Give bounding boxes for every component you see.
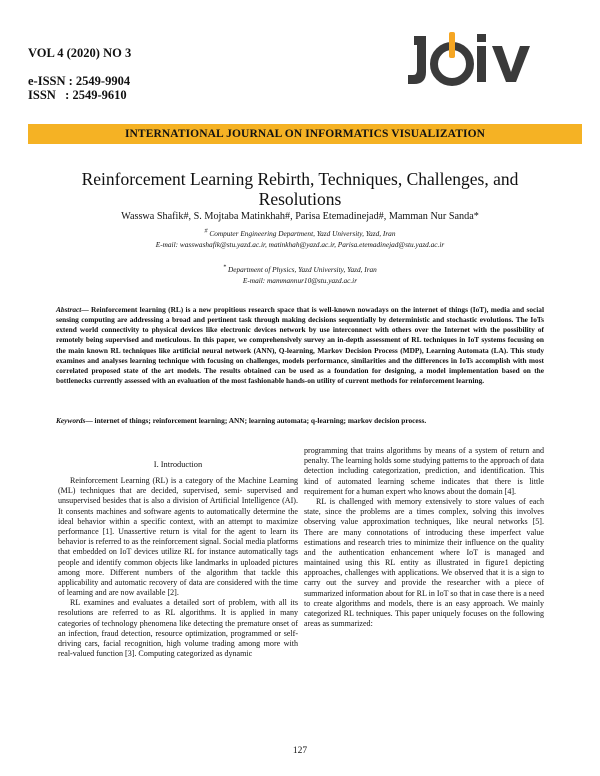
email-1: E-mail: wasswashafik@stu.yazd.ac.ir, matinkhah@yazd.ac.ir, Parisa.etemadinejad@stu.yazd.ac.ir bbox=[155, 240, 445, 249]
paragraph: RL is challenged with memory extensively to store values of each state, since the problems are a times complex, solving this involves observing value approximation techniques, like neural networks [5]. There are many connotations of introducing these imperfect value estimations and research tries to minimize their influence on the quality and the authentication enhancement where IoT is managed and maintained using this RL entity as illustrated in figure1 depicting approaches, challenges with applications. We observed that it is a sign to carry out the survey and provide the researcher with a piece of summarized information about for RL in IoT so that in case there is a need to create algorithms and models, there is an easy approach. We mainly categorized RL techniques. This paper uniquely focuses on the following areas as summarized: bbox=[304, 496, 544, 629]
eissn-label: e-ISSN : 2549-9904 bbox=[28, 74, 131, 88]
section-heading: I. Introduction bbox=[153, 460, 203, 469]
journal-name-band bbox=[28, 124, 582, 144]
keywords bbox=[56, 416, 544, 426]
journal-name: INTERNATIONAL JOURNAL ON INFORMATICS VISUALIZATION bbox=[124, 128, 486, 140]
authors-line: Wasswa Shafik#, S. Mojtaba Matinkhah#, Parisa Etemadinejad#, Mamman Nur Sanda* bbox=[121, 211, 479, 222]
issn-label: ISSN : 2549-9610 bbox=[28, 88, 127, 102]
abstract-label: Abstract bbox=[56, 305, 82, 314]
right-column bbox=[304, 446, 544, 629]
affiliation-1-mark: # bbox=[204, 228, 208, 235]
affiliation-2-text: Department of Physics, Yazd University, Yazd, Iran bbox=[227, 265, 377, 274]
affiliation-2 bbox=[60, 265, 540, 275]
journal-logo bbox=[406, 28, 532, 90]
left-column bbox=[58, 476, 298, 659]
keywords-label: Keywords bbox=[56, 416, 86, 425]
affiliation-1-text: Computer Engineering Department, Yazd University, Yazd, Iran bbox=[209, 229, 396, 238]
paragraph: RL examines and evaluates a detailed sort of problem, with all its resolutions are referred to as RL algorithms. It is applied in many categories of technology phenomena like detecting the premature onset of an infection, fraud detection, resource optimization, programmed or self-driving cars, facial recognition, high volume trading among more with real-valued function [3]. Computing categorized as dynamic bbox=[58, 598, 298, 659]
affiliation-1 bbox=[60, 229, 540, 239]
abstract-text: — Reinforcement learning (RL) is a new propitious research space that is well-known nowadays on the internet of things (IoT), media and social sensing computing are addressing a broad and pertinent task through making decisions sequentially by deterministic and stochastic evolutions. The IoTs extend world connectivity to physical devices like electronic devices network by use interconnect with others over the Internet with the possibility of remotely being supervised and meticulous. In this paper, we comprehensively survey an in-depth assessment of RL techniques in IoT systems focusing on the main known RL techniques like artificial neural network (ANN), Q-learning, Markov Decision Process (MDP), Learning Automata (LA). This study examines and analyses learning technique with focusing on challenges, models performance, similarities and the differences in IoTs accomplish with most correlated proposed state of the art models. The results obtained can be used as a foundation for designing, a model implementation based on the bottlenecks currently assessed with an evaluation of the most fashionable hands-on utility of current methods for reinforcement learning. bbox=[56, 305, 544, 386]
page-number: 127 bbox=[292, 746, 308, 756]
keywords-text: — internet of things; reinforcement learning; ANN; learning automata; q-learning; markov decision process. bbox=[85, 416, 427, 425]
paper-title: Reinforcement Learning Rebirth, Techniques, Challenges, and Resolutions bbox=[81, 169, 519, 209]
abstract bbox=[56, 305, 544, 386]
joiv-logo-graphic bbox=[406, 28, 532, 90]
volume-label: VOL 4 (2020) NO 3 bbox=[28, 46, 132, 60]
paragraph: programming that trains algorithms by means of a system of return and penalty. The learning holds some studying patterns to the approach of data detection including categorization, prediction, and identification. This kind of automated learning scheme indicates that there is little requirement for a human expert who knows about the domain [4]. bbox=[304, 446, 544, 496]
affiliation-2-mark: * bbox=[223, 264, 227, 271]
email-2: E-mail: mammannur10@stu.yazd.ac.ir bbox=[242, 276, 358, 285]
paragraph: Reinforcement Learning (RL) is a category of the Machine Learning (ML) techniques that are decided, supervised, semi- supervised and unsupervised besides that is also a division of Artificial Intelligence (AI). It consents machines and software agents to automatically determine the ideal behavior within a specific context, with an attempt to maximize performance [1]. Unassertive return is vital for the agent to learn its behavior is referred to as the reinforcement signal. Social media platforms that embedded on IoT devices utilize RL for instance automatically tags people and identify common objects like landmarks in uploaded pictures among more. Different numbers of the algorithm that tackle this applicability and automatic recovery of data are considered with the time of learning and are now available [2]. bbox=[58, 476, 298, 598]
